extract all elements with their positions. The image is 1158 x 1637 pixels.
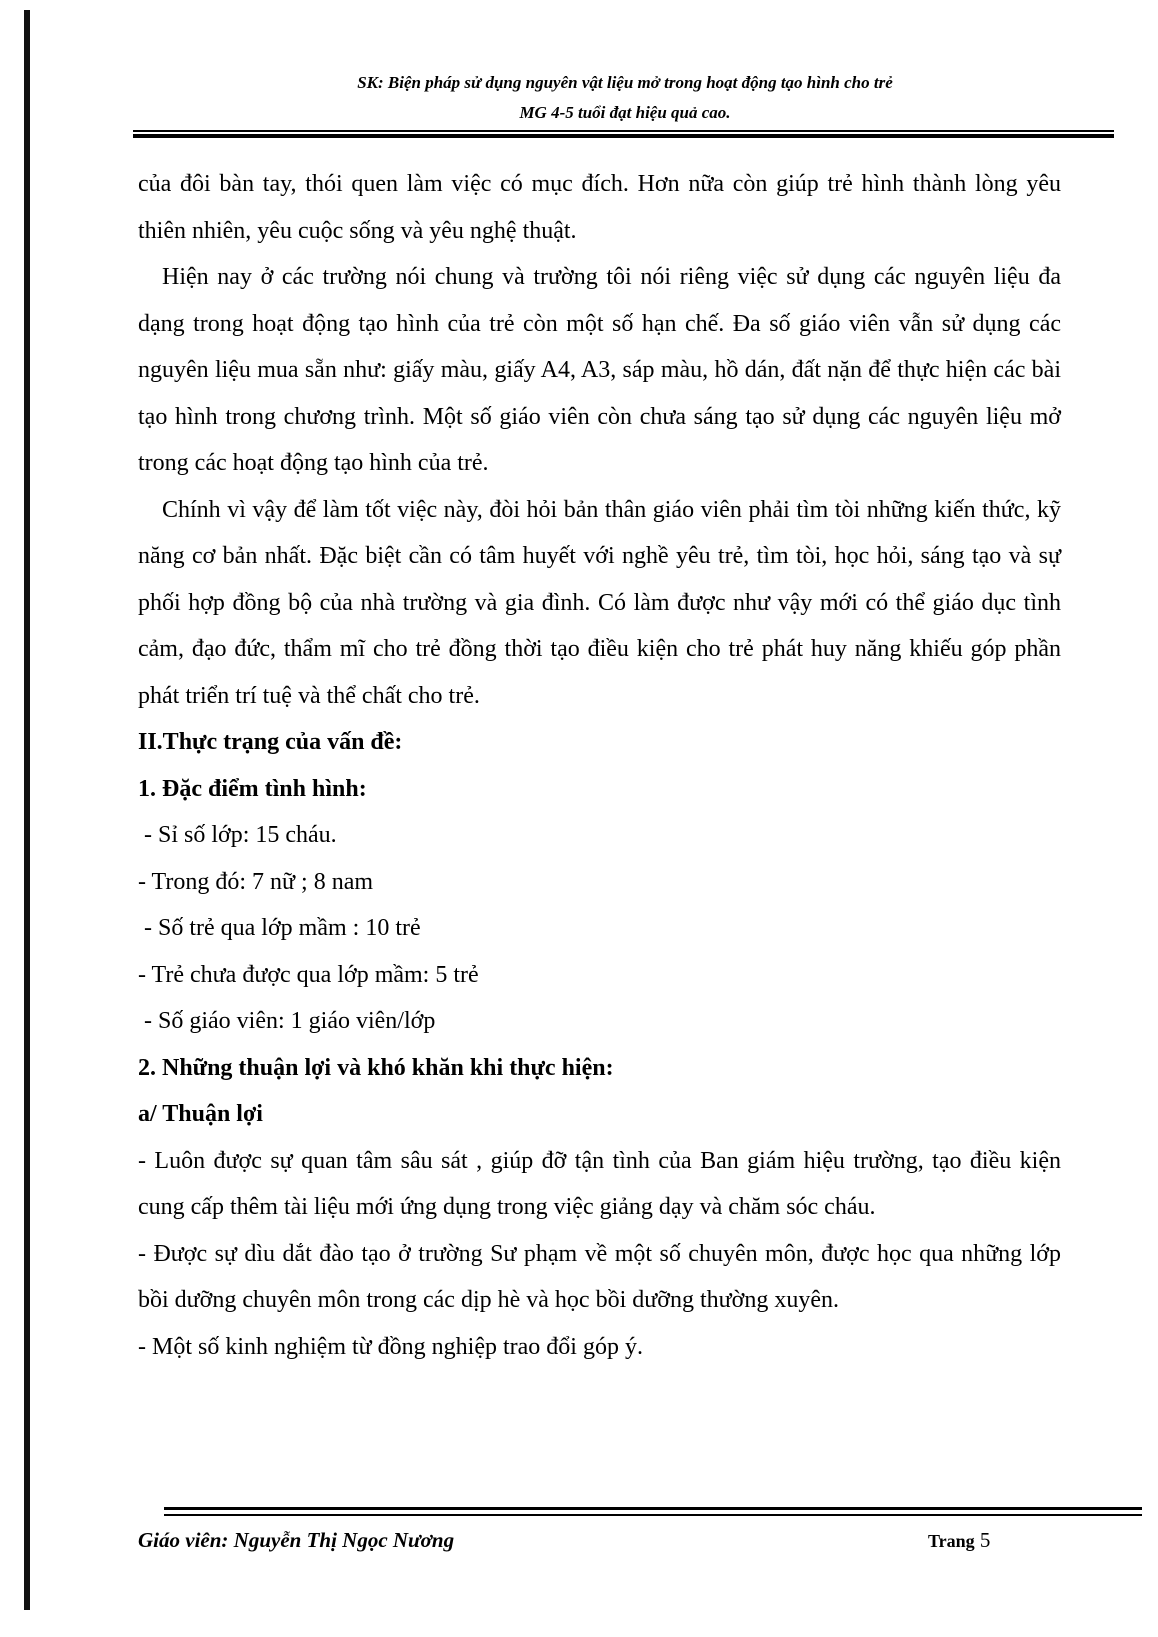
stat-gender: - Trong đó: 7 nữ ; 8 nam [138, 868, 374, 895]
subsection-heading-1: 1. Đặc điểm tình hình: [138, 775, 367, 802]
section-heading-ii: II.Thực trạng của vấn đề: [138, 729, 403, 755]
footer-divider [164, 1507, 1142, 1518]
page-left-border [24, 10, 30, 1610]
paragraph-continuation: của đôi bàn tay, thói quen làm việc có mục đích. Hơn nữa còn giúp trẻ hình thành lòng yêu thiên nhiên, yêu cuộc sống và yêu nghệ thuật. [138, 171, 1061, 244]
stat-class-size: - Sỉ số lớp: 15 cháu. [138, 822, 337, 848]
advantage-item-2: - Được sự dìu dắt đào tạo ở trường Sư phạm về một số chuyên môn, được học qua những lớp bồi dưỡng chuyên môn trong các dịp hè và học bồi dưỡng thường xuyên. [138, 1240, 1061, 1313]
footer-page-number [928, 1528, 990, 1553]
paragraph-current-state: Hiện nay ở các trường nói chung và trường tôi nói riêng việc sử dụng các nguyên liệu đa dạng trong hoạt động tạo hình của trẻ còn một số hạn chế. Đa số giáo viên vẫn sử dụng các nguyên liệu mua sẵn như: giấy màu, giấy A4, A3, sáp màu, hồ dán, đất nặn để thực hiện các bài tạo hình trong chương trình. Một số giáo viên còn chưa sáng tạo sử dụng các nguyên liệu mở trong các hoạt động tạo hình của trẻ. [138, 264, 1061, 476]
header-divider [133, 130, 1114, 140]
footer-teacher-name: Giáo viên: Nguyễn Thị Ngọc Nương [138, 1528, 455, 1552]
subsection-heading-2: 2. Những thuận lợi và khó khăn khi thực hiện: [138, 1054, 614, 1081]
paragraph-therefore: Chính vì vậy để làm tốt việc này, đòi hỏi bản thân giáo viên phải tìm tòi những kiến thức, kỹ năng cơ bản nhất. Đặc biệt cần có tâm huyết với nghề yêu trẻ, tìm tòi, học hỏi, sáng tạo và sự phối hợp đồng bộ của nhà trường và gia đình. Có làm được như vậy mới có thể giáo dục tình cảm, đạo đức, thẩm mĩ cho trẻ đồng thời tạo điều kiện cho trẻ phát huy năng khiếu góp phần phát triển trí tuệ và thể chất cho trẻ. [138, 496, 1061, 709]
document-body [138, 161, 1061, 1370]
advantage-item-1: - Luôn được sự quan tâm sâu sát , giúp đỡ tận tình của Ban giám hiệu trường, tạo điều kiện cung cấp thêm tài liệu mới ứng dụng trong việc giảng dạy và chăm sóc cháu. [138, 1147, 1061, 1220]
page-number-value: 5 [979, 1528, 991, 1552]
header-title-line-2: MG 4-5 tuổi đạt hiệu quả cao. [519, 103, 731, 122]
stat-teachers: - Số giáo viên: 1 giáo viên/lớp [138, 1008, 436, 1034]
page-label: Trang [928, 1531, 975, 1551]
subsection-heading-2a: a/ Thuận lợi [138, 1101, 263, 1127]
stat-kindergarten-not-attended: - Trẻ chưa được qua lớp mầm: 5 trẻ [138, 961, 479, 988]
header-title-line-1: SK: Biện pháp sử dụng nguyên vật liệu mở trong hoạt động tạo hình cho trẻ [357, 73, 893, 92]
stat-kindergarten-attended: - Số trẻ qua lớp mầm : 10 trẻ [138, 915, 421, 941]
advantage-item-3: - Một số kinh nghiệm từ đồng nghiệp trao đổi góp ý. [138, 1333, 643, 1360]
document-header [138, 68, 1112, 128]
